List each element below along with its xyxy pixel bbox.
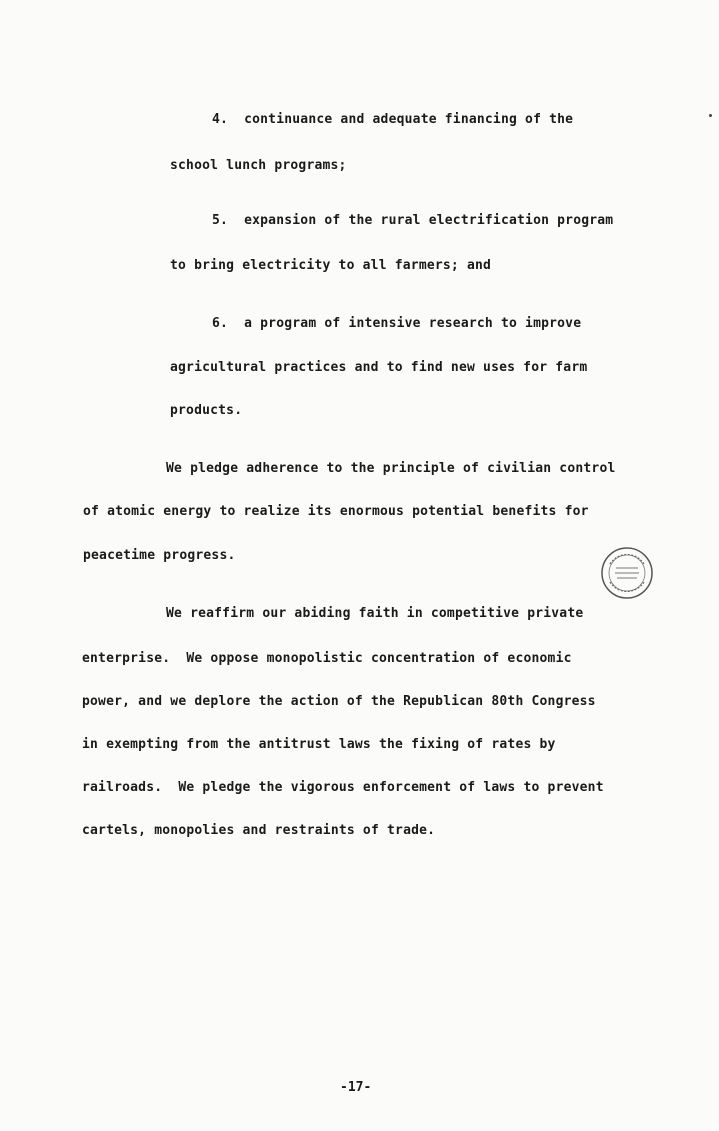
paragraph-enterprise-line-5: railroads. We pledge the vigorous enforcement of laws to prevent — [82, 780, 604, 795]
list-item-4-line-1: 4. continuance and adequate financing of the — [212, 112, 574, 127]
paragraph-enterprise-line-4: in exempting from the antitrust laws the fixing of rates by — [82, 737, 556, 752]
library-archive-stamp-icon — [600, 546, 654, 600]
list-item-5-line-2: to bring electricity to all farmers; and — [170, 258, 492, 273]
list-item-4-line-2: school lunch programs; — [170, 158, 347, 173]
paragraph-enterprise-line-3: power, and we deplore the action of the Republican 80th Congress — [82, 694, 596, 709]
paragraph-enterprise-line-2: enterprise. We oppose monopolistic concentration of economic — [82, 651, 572, 666]
paragraph-enterprise-line-6: cartels, monopolies and restraints of trade. — [82, 823, 436, 838]
paragraph-enterprise-line-1: We reaffirm our abiding faith in competitive private — [166, 606, 584, 621]
paragraph-atomic-line-2: of atomic energy to realize its enormous potential benefits for — [83, 504, 589, 519]
list-item-5-line-1: 5. expansion of the rural electrification program — [212, 213, 614, 228]
paragraph-atomic-line-1: We pledge adherence to the principle of civilian control — [166, 461, 616, 476]
list-item-6-line-2: agricultural practices and to find new uses for farm — [170, 360, 588, 375]
page-number: -17- — [340, 1080, 372, 1095]
list-item-6-line-1: 6. a program of intensive research to improve — [212, 316, 582, 331]
paragraph-atomic-line-3: peacetime progress. — [83, 548, 236, 563]
margin-mark — [709, 114, 712, 117]
list-item-6-line-3: products. — [170, 403, 243, 418]
